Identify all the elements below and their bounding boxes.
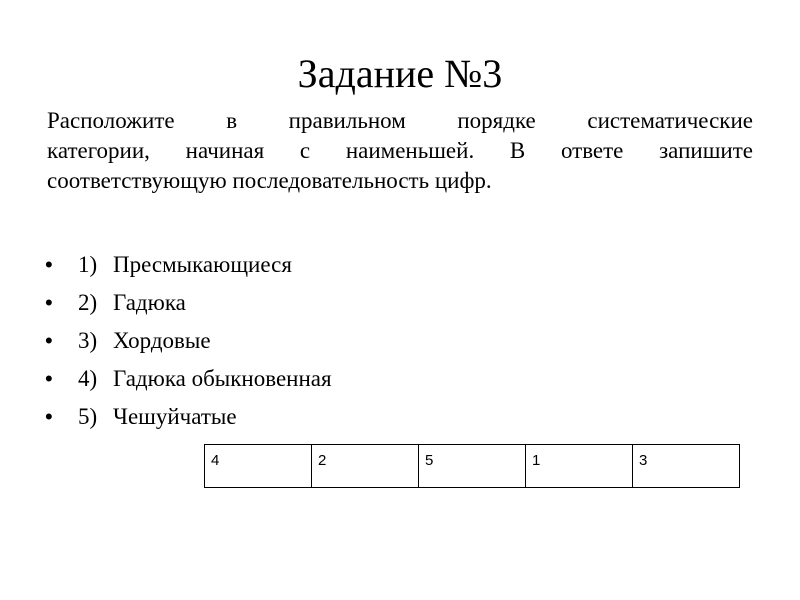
answer-table: [204, 444, 740, 488]
bullet-icon: •: [45, 366, 53, 391]
table-row: [205, 445, 740, 488]
option-number: 2): [78, 290, 98, 315]
task-line: Расположите в правильном порядке систематические: [47, 108, 753, 133]
task-instructions: [47, 106, 753, 196]
bullet-icon: •: [45, 328, 53, 353]
option-text: Гадюка: [113, 290, 186, 315]
option-number: 4): [78, 366, 98, 391]
option-text: Гадюка обыкновенная: [113, 366, 332, 391]
answer-cell: 1: [526, 445, 633, 488]
option-text: Чешуйчатые: [113, 404, 237, 429]
answer-cell: 2: [312, 445, 419, 488]
bullet-icon: •: [45, 252, 53, 277]
bullet-icon: •: [45, 290, 53, 315]
answer-cell: 5: [419, 445, 526, 488]
option-number: 1): [78, 252, 98, 277]
option-text: Хордовые: [113, 328, 211, 353]
task-line: соответствующую последовательность цифр.: [47, 168, 492, 193]
task-line: категории, начиная с наименьшей. В ответе запишите: [47, 138, 753, 163]
answer-cell: 4: [205, 445, 312, 488]
option-text: Пресмыкающиеся: [113, 252, 292, 277]
option-number: 5): [78, 404, 98, 429]
answer-cell: 3: [633, 445, 740, 488]
option-number: 3): [78, 328, 98, 353]
bullet-icon: •: [45, 404, 53, 429]
slide-title: Задание №3: [297, 51, 503, 96]
